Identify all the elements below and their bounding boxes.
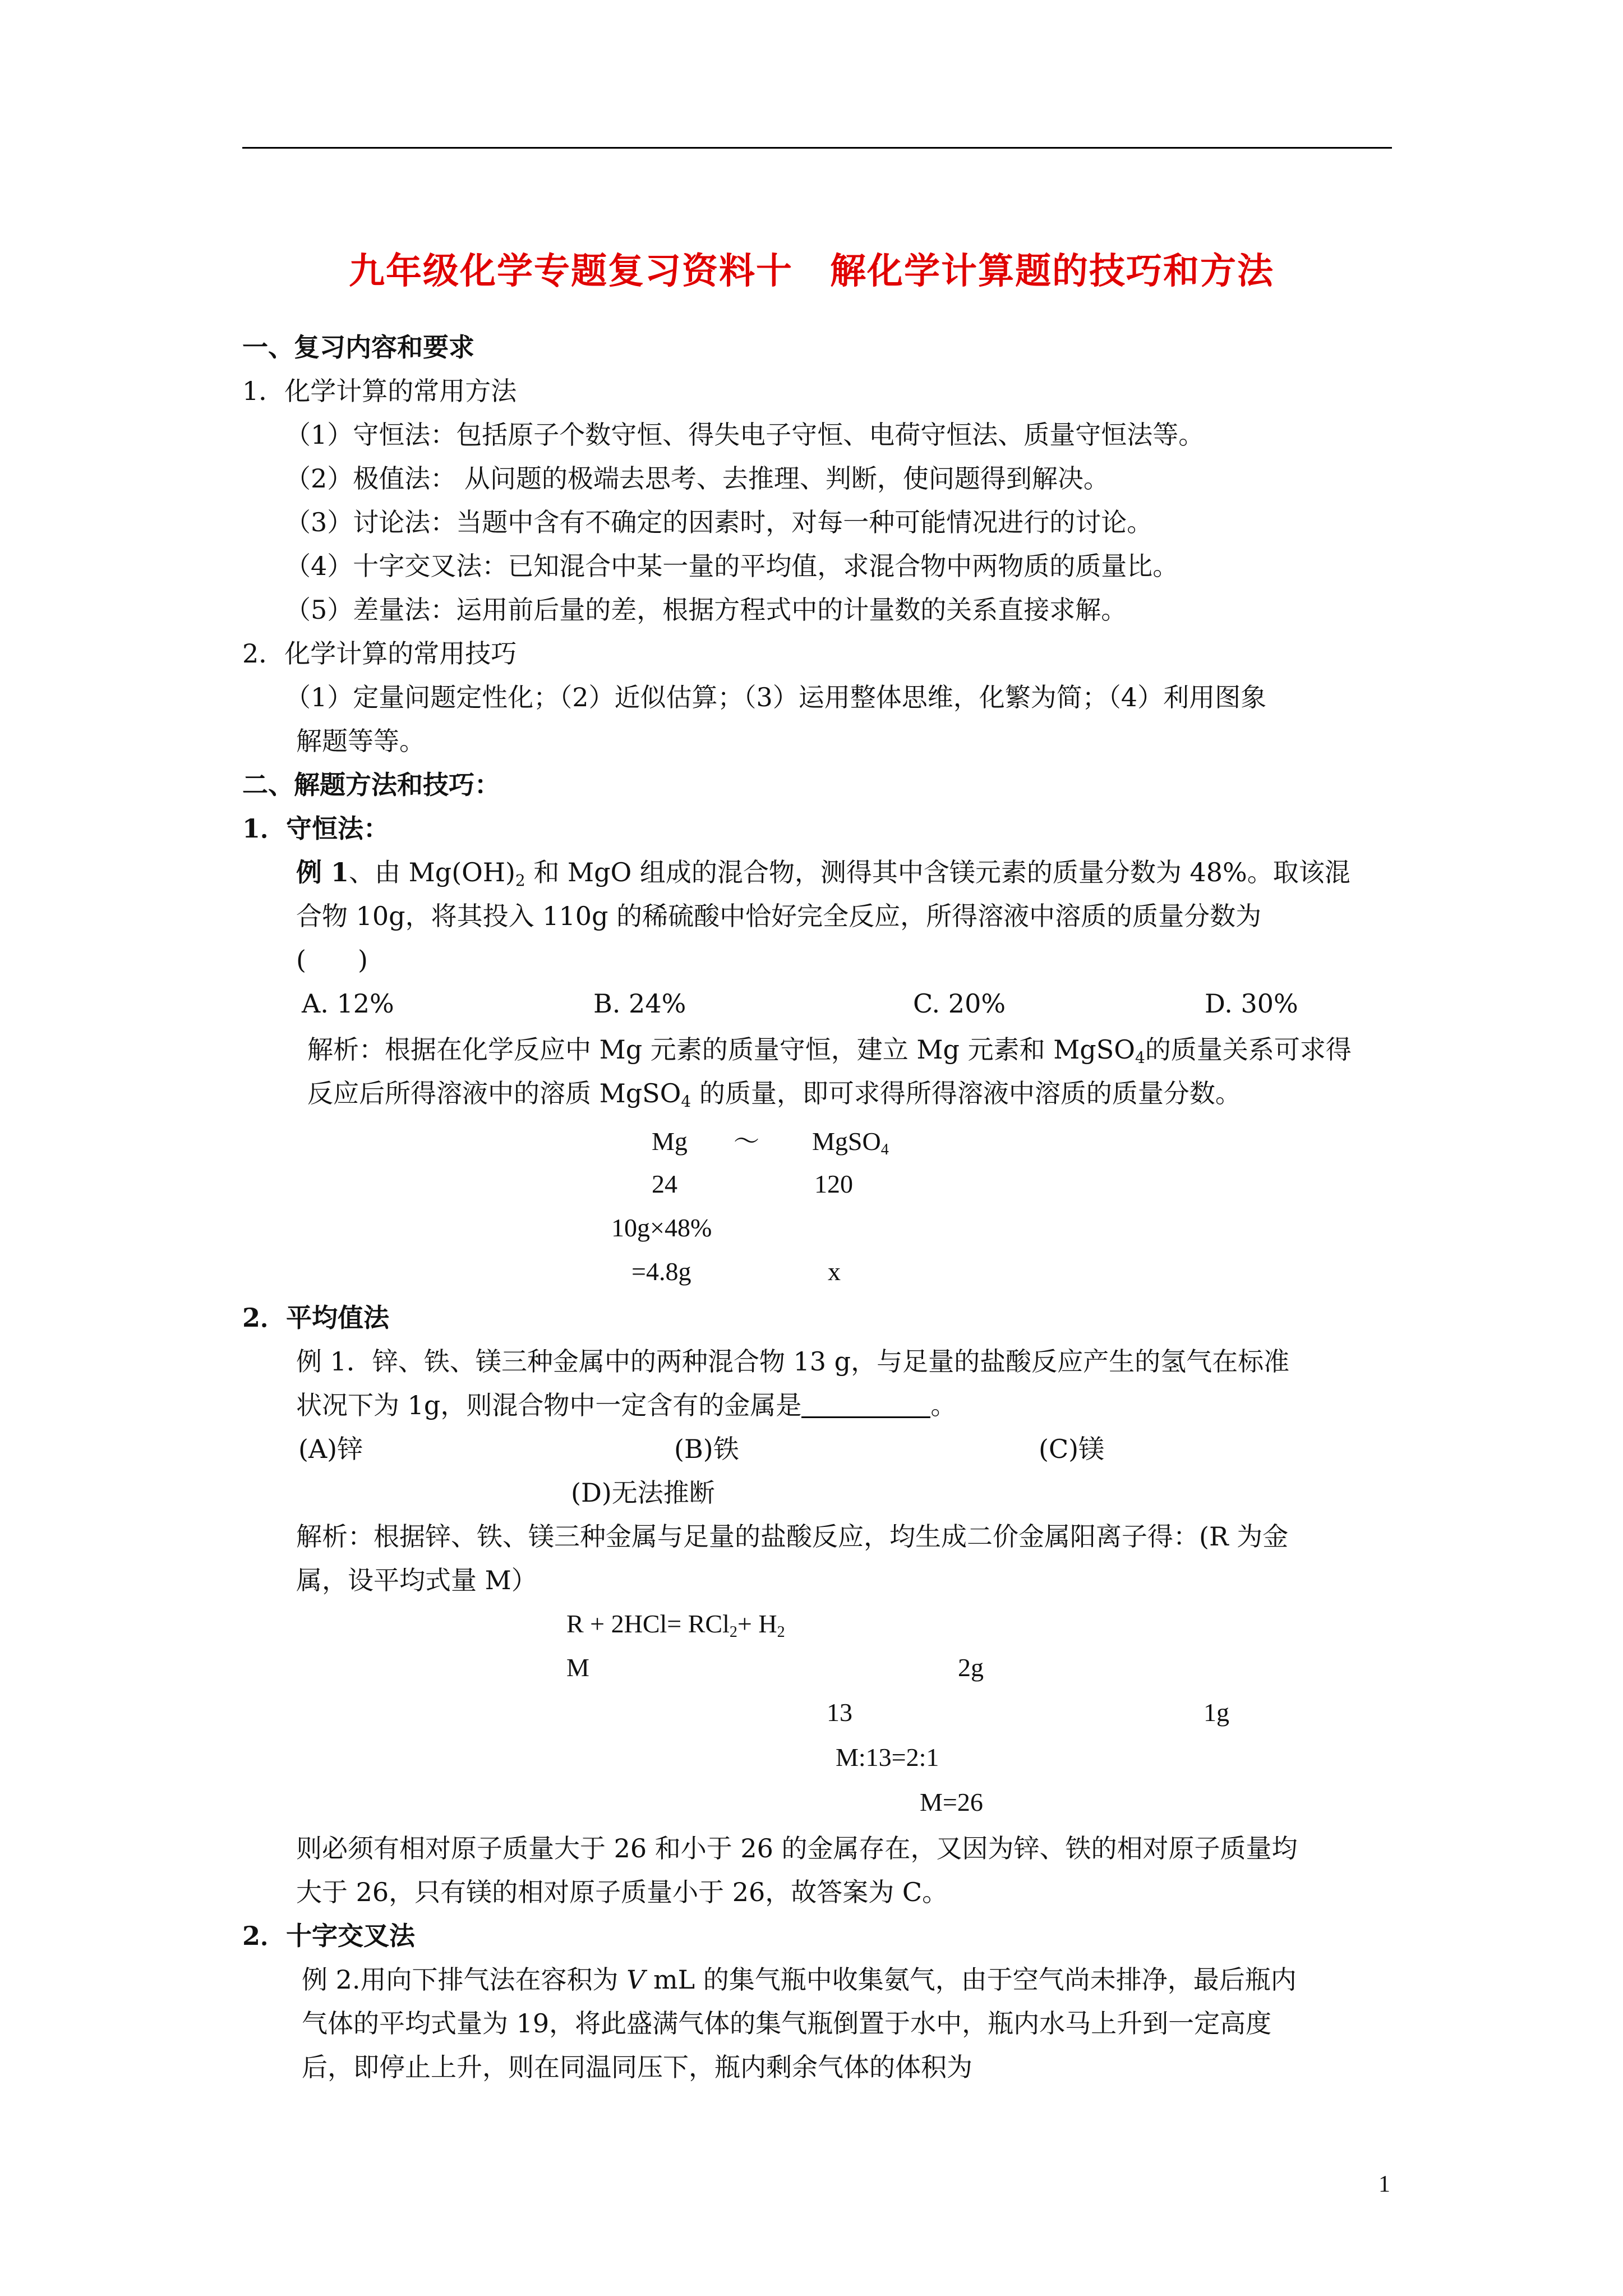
option-b: (B)铁 xyxy=(674,1434,739,1464)
example-line: 例 1．锌、铁、镁三种金属中的两种混合物 13 g，与足量的盐酸反应产生的氢气在标准 xyxy=(296,1346,1290,1377)
analysis-line xyxy=(307,1034,1352,1067)
example-line xyxy=(302,1964,1297,1995)
subscript: 2 xyxy=(729,1623,737,1641)
text: 反应后所得溶液中的溶质 MgSO xyxy=(307,1078,681,1108)
example-line: 合物 10g，将其投入 110g 的稀硫酸中恰好完全反应，所得溶液中溶质的质量分数为 xyxy=(296,901,1262,931)
text: + H xyxy=(737,1609,777,1638)
text: 状况下为 1g，则混合物中一定含有的金属是 xyxy=(296,1390,802,1420)
method-item: （3）讨论法：当题中含有不确定的因素时，对每一种可能情况进行的讨论。 xyxy=(285,507,1153,537)
example-line: 后，即停止上升，则在同温同压下，瓶内剩余气体的体积为 xyxy=(302,2052,972,2082)
section-heading: 一、复习内容和要求 xyxy=(242,332,474,362)
method-item: （1）守恒法：包括原子个数守恒、得失电子守恒、电荷守恒法、质量守恒法等。 xyxy=(285,420,1205,450)
calc-mg: Mg xyxy=(652,1127,688,1156)
analysis-line: 解析：根据锌、铁、镁三种金属与足量的盐酸反应，均生成二价金属阳离子得：(R 为金 xyxy=(296,1521,1289,1552)
header-rule xyxy=(242,147,1392,149)
option-d: D. 30% xyxy=(1205,988,1298,1019)
text: R + 2HCl= RCl xyxy=(566,1609,730,1638)
option-b: B. 24% xyxy=(593,988,686,1019)
page-title: 九年级化学专题复习资料十 解化学计算题的技巧和方法 xyxy=(349,250,1274,292)
calc-x: x xyxy=(828,1257,841,1286)
option-c: C. 20% xyxy=(913,988,1006,1019)
section-heading: 二、解题方法和技巧： xyxy=(242,770,500,800)
method-item: （2）极值法： 从问题的极端去思考、去推理、判断，使问题得到解决。 xyxy=(285,463,1109,494)
paragraph: 2．化学计算的常用技巧 xyxy=(242,638,517,669)
text: 例 2.用向下排气法在容积为 xyxy=(302,1964,627,1995)
option-a: A. 12% xyxy=(302,988,394,1019)
answer-blank xyxy=(801,1394,930,1418)
calc-48g: =4.8g xyxy=(631,1257,691,1286)
calc-m26: M=26 xyxy=(920,1788,983,1816)
calc-1g: 1g xyxy=(1204,1698,1229,1727)
variable: V xyxy=(626,1964,645,1995)
calc-10g: 10g×48% xyxy=(611,1213,712,1242)
option-a: (A)锌 xyxy=(298,1434,363,1464)
example-line xyxy=(296,857,1350,890)
method-item: （4）十字交叉法：已知混合中某一量的平均值，求混合物中两物质的质量比。 xyxy=(285,551,1179,581)
calc-ratio: M:13=2:1 xyxy=(836,1743,939,1772)
equation xyxy=(566,1609,785,1641)
technique-line: 解题等等。 xyxy=(296,726,425,756)
text: MgSO xyxy=(812,1127,881,1156)
conclusion-line: 则必须有相对原子质量大于 26 和小于 26 的金属存在，又因为锌、铁的相对原子质量均 xyxy=(296,1833,1298,1864)
subsection-heading: 1．守恒法： xyxy=(242,813,390,844)
option-c: (C)镁 xyxy=(1039,1434,1105,1464)
calc-2g: 2g xyxy=(958,1653,984,1682)
paragraph: 1．化学计算的常用方法 xyxy=(242,376,517,406)
calc-120: 120 xyxy=(814,1170,853,1198)
text: 的质量关系可求得 xyxy=(1145,1034,1352,1065)
conclusion-line: 大于 26，只有镁的相对原子质量小于 26，故答案为 C。 xyxy=(296,1877,948,1907)
subscript: 2 xyxy=(515,871,525,890)
subsection-heading: 2．十字交叉法 xyxy=(242,1921,416,1951)
text: 的质量，即可求得所得溶液中溶质的质量分数。 xyxy=(691,1078,1241,1108)
calc-24: 24 xyxy=(652,1170,677,1198)
calc-m: M xyxy=(566,1653,589,1682)
page-number: 1 xyxy=(1378,2171,1390,2197)
text: 和 MgO 组成的混合物，测得其中含镁元素的质量分数为 48%。取该混 xyxy=(525,857,1350,887)
subscript: 4 xyxy=(1135,1048,1145,1067)
method-item: （5）差量法：运用前后量的差，根据方程式中的计量数的关系直接求解。 xyxy=(285,595,1127,625)
option-d: (D)无法推断 xyxy=(571,1478,715,1508)
text: 解析：根据在化学反应中 Mg 元素的质量守恒，建立 Mg 元素和 MgSO xyxy=(307,1034,1135,1065)
answer-bracket: ( ) xyxy=(296,945,368,975)
analysis-line xyxy=(307,1078,1241,1111)
calc-13: 13 xyxy=(827,1698,852,1727)
text: mL 的集气瓶中收集氨气，由于空气尚未排净，最后瓶内 xyxy=(645,1964,1297,1995)
text: 、由 Mg(OH) xyxy=(349,857,515,887)
example-line xyxy=(296,1392,956,1418)
subscript: 4 xyxy=(880,1141,889,1158)
subscript: 2 xyxy=(777,1623,785,1641)
technique-line: （1）定量问题定性化；（2）近似估算；（3）运用整体思维，化繁为简；（4）利用图象 xyxy=(285,682,1267,712)
analysis-line: 属，设平均式量 M） xyxy=(296,1565,537,1595)
text: 。 xyxy=(930,1390,957,1420)
calc-mgso4 xyxy=(812,1127,889,1158)
subscript: 4 xyxy=(681,1092,691,1111)
example-label: 例 1 xyxy=(296,857,349,887)
example-line: 气体的平均式量为 19，将此盛满气体的集气瓶倒置于水中，瓶内水马上升到一定高度 xyxy=(302,2008,1272,2039)
calc-tilde: ～ xyxy=(734,1127,759,1156)
subsection-heading: 2．平均值法 xyxy=(242,1303,390,1333)
